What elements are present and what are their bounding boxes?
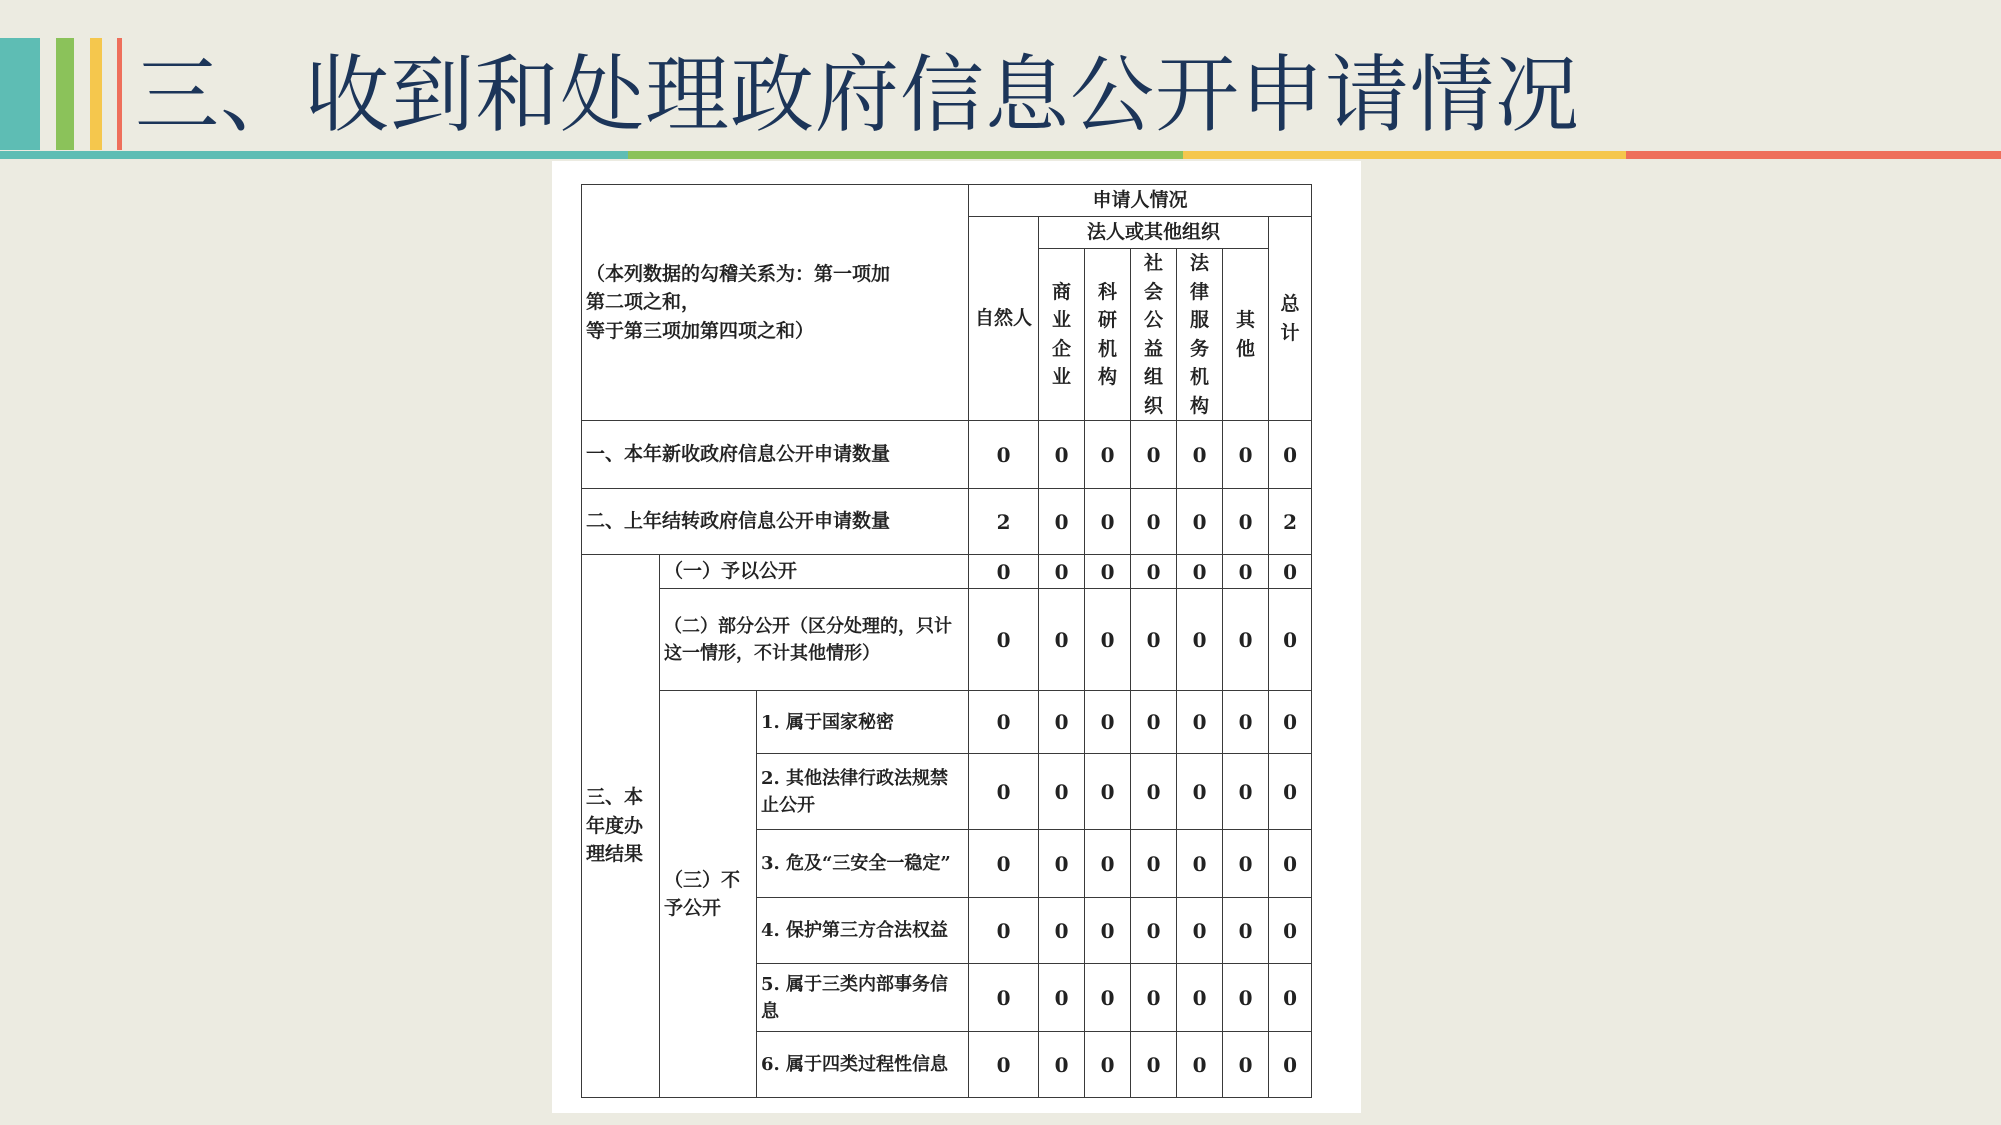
application-stats-table xyxy=(581,184,1312,1098)
cell-value: 0 xyxy=(1085,754,1131,830)
cell-value: 0 xyxy=(1223,964,1269,1032)
row-label: 5. 属于三类内部事务信息 xyxy=(757,964,969,1032)
cell-value: 0 xyxy=(1039,964,1085,1032)
cell-value: 0 xyxy=(1085,1032,1131,1098)
table-row-open xyxy=(582,555,1312,589)
cell-value: 0 xyxy=(1131,830,1177,898)
cell-value: 0 xyxy=(1039,898,1085,964)
group-label-results: 三、本年度办理结果 xyxy=(582,555,660,1098)
header-research: 科研机构 xyxy=(1085,249,1131,421)
row-label-partial: （二）部分公开（区分处理的，只计这一情形，不计其他情形） xyxy=(660,589,969,691)
cell-value: 0 xyxy=(1269,964,1312,1032)
cell-value: 0 xyxy=(1177,489,1223,555)
header-total: 总计 xyxy=(1269,217,1312,421)
header-other: 其他 xyxy=(1223,249,1269,421)
cell-value: 0 xyxy=(1177,754,1223,830)
accent-stripe-green xyxy=(56,38,74,150)
cell-value: 0 xyxy=(1085,898,1131,964)
table-body xyxy=(582,185,1312,1098)
cell-value: 0 xyxy=(1131,421,1177,489)
table-row-carryover xyxy=(582,489,1312,555)
row-label: 6. 属于四类过程性信息 xyxy=(757,1032,969,1098)
cell-value: 0 xyxy=(1177,691,1223,754)
cell-value: 0 xyxy=(1223,489,1269,555)
table-row-new xyxy=(582,421,1312,489)
row-label: 4. 保护第三方合法权益 xyxy=(757,898,969,964)
cell-value: 0 xyxy=(1269,754,1312,830)
cell-value: 0 xyxy=(969,555,1039,589)
cell-value: 0 xyxy=(1039,421,1085,489)
cell-value: 0 xyxy=(1085,421,1131,489)
divider-yellow xyxy=(1183,151,1626,159)
cell-value: 0 xyxy=(1039,589,1085,691)
table-row xyxy=(582,691,1312,754)
cell-value: 0 xyxy=(1039,754,1085,830)
header-applicant: 申请人情况 xyxy=(969,185,1312,217)
cell-value: 0 xyxy=(1269,589,1312,691)
row-label-open: （一）予以公开 xyxy=(660,555,969,589)
cell-value: 0 xyxy=(1085,489,1131,555)
table-image xyxy=(552,161,1361,1113)
cell-value: 0 xyxy=(1177,589,1223,691)
cell-value: 0 xyxy=(1177,830,1223,898)
cell-value: 0 xyxy=(1039,830,1085,898)
cell-value: 0 xyxy=(1269,1032,1312,1098)
header-legal-entity: 法人或其他组织 xyxy=(1039,217,1269,249)
row-label: 2. 其他法律行政法规禁止公开 xyxy=(757,754,969,830)
cell-value: 0 xyxy=(969,1032,1039,1098)
divider-green xyxy=(628,151,1183,159)
cell-value: 0 xyxy=(1085,964,1131,1032)
cell-value: 0 xyxy=(1039,691,1085,754)
cell-value: 0 xyxy=(1223,830,1269,898)
cell-value: 2 xyxy=(969,489,1039,555)
cell-value: 0 xyxy=(969,964,1039,1032)
cell-value: 0 xyxy=(1269,555,1312,589)
cell-value: 0 xyxy=(1223,691,1269,754)
cell-value: 0 xyxy=(1131,589,1177,691)
cell-value: 0 xyxy=(1039,489,1085,555)
cell-value: 0 xyxy=(1223,421,1269,489)
header-natural-person: 自然人 xyxy=(969,217,1039,421)
cell-value: 0 xyxy=(1223,898,1269,964)
cell-value: 0 xyxy=(1223,1032,1269,1098)
cell-value: 0 xyxy=(1223,754,1269,830)
accent-stripe-yellow xyxy=(90,38,102,150)
cell-value: 0 xyxy=(969,830,1039,898)
row-label-carryover: 二、上年结转政府信息公开申请数量 xyxy=(582,489,969,555)
cell-value: 0 xyxy=(1177,555,1223,589)
cell-value: 0 xyxy=(1223,555,1269,589)
header-row-1 xyxy=(582,185,1312,217)
note-line-2: 第二项之和， xyxy=(586,291,701,314)
cell-value: 0 xyxy=(1177,964,1223,1032)
header-social: 社会公益组织 xyxy=(1131,249,1177,421)
cell-value: 0 xyxy=(1131,898,1177,964)
cell-value: 0 xyxy=(1177,1032,1223,1098)
cell-value: 0 xyxy=(1085,830,1131,898)
cell-value: 0 xyxy=(1085,691,1131,754)
cell-value: 0 xyxy=(1085,589,1131,691)
table-row-partial xyxy=(582,589,1312,691)
header-commercial: 商业企业 xyxy=(1039,249,1085,421)
cell-value: 0 xyxy=(1085,555,1131,589)
cell-value: 0 xyxy=(1131,691,1177,754)
cell-value: 0 xyxy=(1131,489,1177,555)
group-label-not-open: （三）不予公开 xyxy=(660,691,757,1098)
cell-value: 0 xyxy=(1039,1032,1085,1098)
cell-value: 0 xyxy=(1131,1032,1177,1098)
cell-value: 0 xyxy=(1131,964,1177,1032)
slide-title: 三、收到和处理政府信息公开申请情况 xyxy=(135,46,1581,144)
cell-value: 0 xyxy=(1131,555,1177,589)
cell-value: 0 xyxy=(1269,898,1312,964)
cell-value: 0 xyxy=(1177,421,1223,489)
accent-stripe-teal xyxy=(0,38,40,150)
cell-value: 0 xyxy=(969,691,1039,754)
header-law: 法律服务机构 xyxy=(1177,249,1223,421)
cell-value: 0 xyxy=(969,754,1039,830)
accent-stripe-red xyxy=(117,38,122,150)
row-label: 3. 危及“三安全一稳定” xyxy=(757,830,969,898)
divider-red xyxy=(1626,151,2001,159)
row-label-new: 一、本年新收政府信息公开申请数量 xyxy=(582,421,969,489)
note-line-1: （本列数据的勾稽关系为：第一项加 xyxy=(586,262,891,285)
cell-value: 0 xyxy=(1223,589,1269,691)
note-line-3: 等于第三项加第四项之和） xyxy=(586,319,815,342)
cell-value: 0 xyxy=(969,589,1039,691)
cell-value: 0 xyxy=(1269,830,1312,898)
cell-value: 0 xyxy=(1269,691,1312,754)
cell-value: 2 xyxy=(1269,489,1312,555)
row-label: 1. 属于国家秘密 xyxy=(757,691,969,754)
cell-value: 0 xyxy=(969,898,1039,964)
note-cell xyxy=(582,185,969,421)
cell-value: 0 xyxy=(1177,898,1223,964)
cell-value: 0 xyxy=(969,421,1039,489)
cell-value: 0 xyxy=(1039,555,1085,589)
divider-teal xyxy=(0,151,628,159)
cell-value: 0 xyxy=(1131,754,1177,830)
cell-value: 0 xyxy=(1269,421,1312,489)
